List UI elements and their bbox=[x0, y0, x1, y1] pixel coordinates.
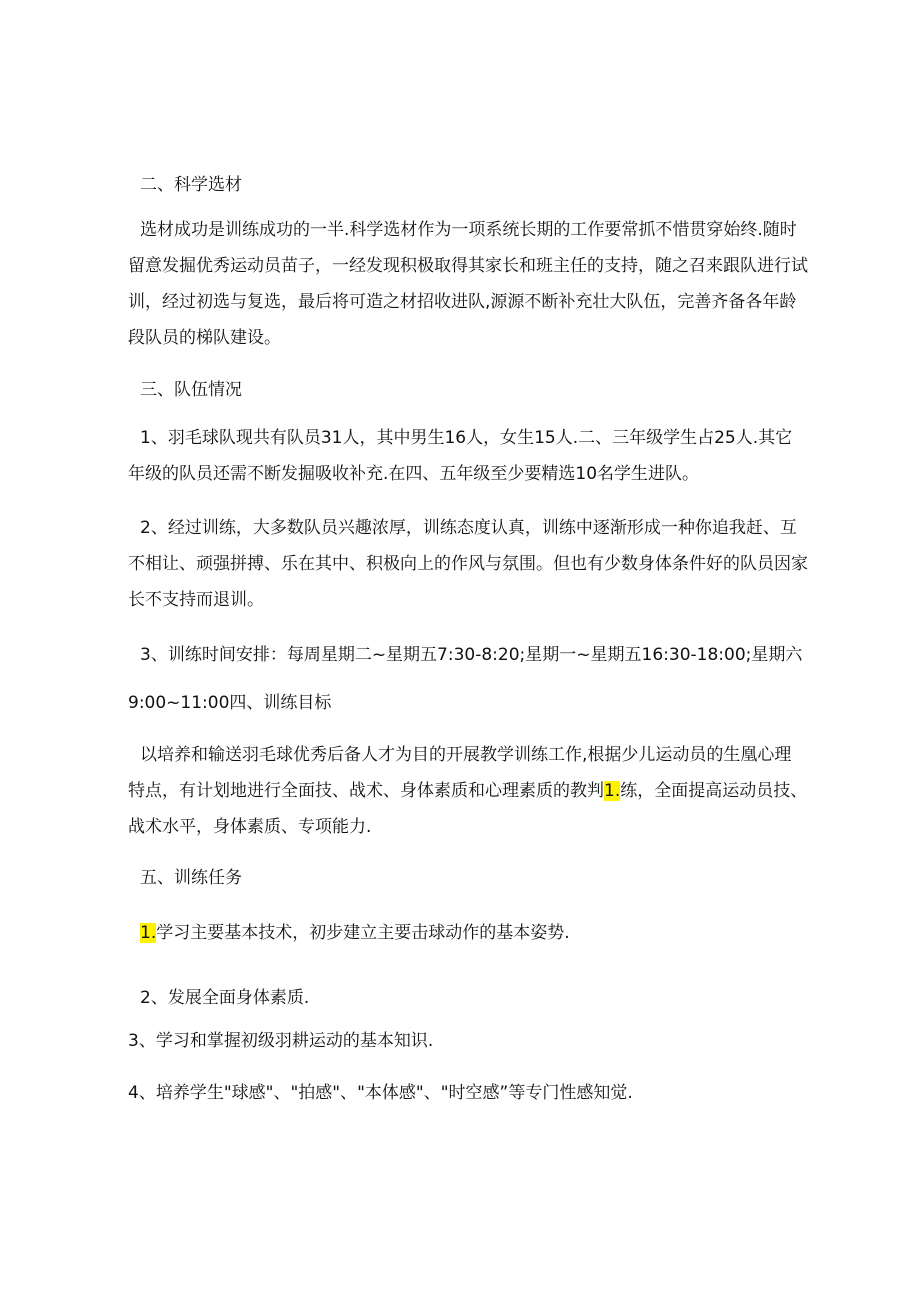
team-size-item: 1、羽毛球队现共有队员31人，其中男生16人，女生15人.二、三年级学生占25人.其它年级的队员还需不断发掘吸收补充.在四、五年级至少要精选10名学生进队。 bbox=[128, 428, 793, 484]
training-schedule-line: 3、训练时间安排：每周星期二~星期五7:30-8:20;星期一~星期五16:30-18:00;星期六 bbox=[140, 645, 803, 665]
section-2-title: 二、科学选材 bbox=[140, 175, 242, 195]
task-1-text: 学习主要基本技术，初步建立主要击球动作的基本姿势. bbox=[156, 923, 570, 943]
section-4-title-line: 9:00~11:00四、训练目标 bbox=[128, 693, 332, 713]
task-2-item: 2、发展全面身体素质. bbox=[140, 988, 310, 1008]
section-3-title: 三、队伍情况 bbox=[140, 380, 242, 400]
task-3-item: 3、学习和掌握初级羽耕运动的基本知识. bbox=[128, 1031, 434, 1051]
section-4-body-text-end: 练，全面提高运动员技、战术水平，身体素质、专项能力. bbox=[128, 781, 808, 837]
highlight-mark: 1. bbox=[140, 923, 157, 943]
section-2-body: 选材成功是训练成功的一半.科学选材作为一项系统长期的工作要常抓不惜贯穿始终.随时留意发掘优秀运动员苗子，一经发现积极取得其家长和班主任的支持，随之召来跟队进行试训，经过初选与复选，最后将可造之材招收进队,源源不断补充壮大队伍，完善齐备各年龄段队员的梯队建设。 bbox=[128, 220, 808, 348]
training-attitude-item: 2、经过训练，大多数队员兴趣浓厚，训练态度认真，训练中逐渐形成一种你追我赶、互不相让、顽强拼搏、乐在其中、积极向上的作风与氛围。但也有少数身体条件好的队员因家长不支持而退训。 bbox=[128, 518, 808, 610]
highlight-mark: 1. bbox=[604, 781, 621, 801]
section-4-body-text: 以培养和输送羽毛球优秀后备人才为目的开展教学训练工作,根据少儿运动员的生凰心理特点，有计划地进行全面技、战术、身体素质和心理素质的教判 bbox=[128, 745, 792, 801]
section-4-body bbox=[128, 737, 808, 845]
section-5-title: 五、训练任务 bbox=[140, 868, 242, 888]
task-1-item bbox=[140, 915, 820, 951]
task-4-item: 4、培养学生"球感"、"拍感"、"本体感"、"时空感”等专门性感知觉. bbox=[128, 1083, 633, 1103]
